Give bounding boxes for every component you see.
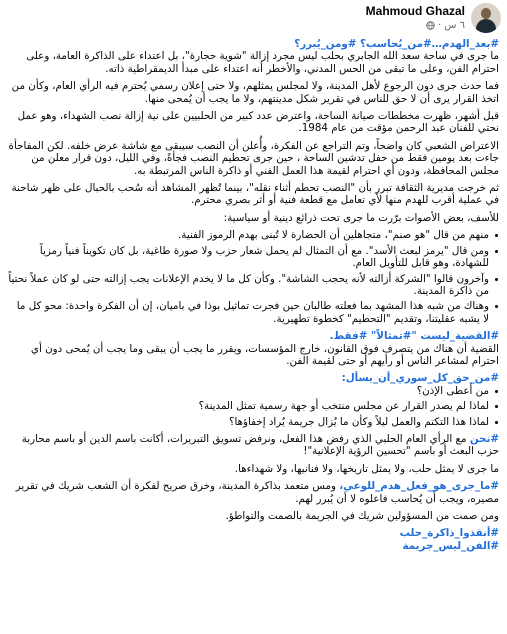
awareness-text: ومس متعمد بذاكرة المدينة، وخرق صريح لفكرة أن الشعب شريك في تقرير مصيره، ويجب أن يُحاسب فاعلوه لا أن يُبرر لهم.	[15, 480, 499, 505]
post-meta	[426, 20, 465, 31]
questions-list	[8, 385, 499, 428]
list-item: وآخرون قالوا "الشركة أزالته لأنه يحجب الشاشة". وكأن كل ما لا يخدم الإعلانات يجب إزالته حتى لو كان عملاً نحتياً من ذاكرة المدينة.	[8, 273, 499, 298]
paragraph: ما جرى لا يمثل حلب، ولا يمثل تاريخها، ولا فنانيها، ولا شهداءها.	[234, 462, 499, 475]
paragraph: ومن صمت من المسؤولين شريك في الجريمة بالصمت والتواطؤ.	[225, 510, 499, 522]
list-item: من أعطى الإذن؟	[8, 385, 499, 397]
hashtag-not-crime[interactable]: #الفن_ليس_جريمة	[402, 539, 499, 552]
post-body	[0, 36, 507, 552]
paragraph	[8, 433, 499, 458]
paragraph: الاعتراض الشعبي كان واضحاً، وتم التراجع عن الفكرة، وأُعلن أن النصب سيبقى مع شاشة عرض خلفه. لكن المفاجأة جاءت بعد يومين فقط من حفل تدشين الساحة ، حين جرى تحطيم النصب فجأةً، وفي الليل، دون قرار معلن من مجلس المحافظة، ودون أي احترام لقيمة هذا العمل الفني أو ذاكرة الناس المرتبطة به.	[8, 139, 499, 177]
avatar-body	[476, 19, 496, 33]
post-time[interactable]: ٦ س	[444, 20, 465, 31]
globe-icon	[426, 21, 435, 30]
paragraph	[8, 480, 499, 505]
list-item: ومن قال "يرمز لبعث الأسد". مع أن التمثال لم يحمل شعار حزب ولا صورة طاغية، بل كان تكويناً فنياً رمزياً للشهادة، وهو قابل للتأويل العام.	[8, 245, 499, 270]
post-header	[0, 0, 507, 36]
hashtag-issue[interactable]: #القضية_ليست "#تمثالاً" #فقط.	[329, 330, 499, 343]
justifications-list	[8, 229, 499, 325]
list-item: وهناك من شبه هذا المشهد بما فعلته طالبان حين فجرت تماثيل بوذا في باميان، إن أن الفكرة واحدة: محو كل ما لا يشبه عقليتنا، وتقديم "التحطيم" كخطوة تطهيرية.	[8, 300, 499, 325]
hashtag-right-to-ask[interactable]: #من_حق_كل_سوري_أن_يسأل:	[341, 372, 499, 385]
hashtag-awareness[interactable]: #ما_جرى_هو_فعل_هدم_للوعي،	[339, 480, 499, 493]
paragraph: للأسف، بعض الأصوات برّرت ما جرى تحت ذرائع دينية أو سياسية:	[223, 211, 499, 224]
author-name[interactable]: Mahmoud Ghazal	[365, 4, 465, 18]
hashtag-title[interactable]: #بعد_الهدم…#من_يُحاسب؟ #ومن_يُبرر؟	[294, 38, 499, 50]
list-item: لماذا لم يصدر القرار عن مجلس منتخب أو جهة رسمية تمثل المدينة؟	[8, 400, 499, 412]
we-text: مع الرأي العام الحلبي الذي رفض هذا الفعل، ونرفض تسويق التبريرات، أكانت باسم الدين أو باسم محاربة حزب البعث أو باسم "تحسين الرؤية الإعلانية"!	[21, 432, 499, 458]
paragraph: ما جرى في ساحة سعد الله الجابري بحلب ليس مجرد إزالة "شوية حجارة"، بل اعتداء على الذاكرة العامة، وعلى احترام الفن، وعلى ما تبقى من الحس المدني، والأخطر أنه اعتداء على مبدأ الديمقراطية ذاته.	[26, 50, 499, 75]
list-item: لماذا هذا التكتم والعمل ليلاً وكأن ما يُزال جريمة يُراد إخفاؤها؟	[8, 416, 499, 428]
paragraph: القضية أن هناك من يتصرف فوق القانون، خارج المؤسسات، ويقرر ما يجب أن يبقى وما يجب أن يُمحى دون أي احترام لمشاعر الناس أو رأيهم أو حتى لقيمة الفن.	[30, 342, 499, 367]
avatar-head	[481, 8, 491, 19]
paragraph: فما حدث جرى دون الرجوع لأهل المدينة، ولا لمجلس يمثلهم، ولا حتى إعلان رسمي يُحترم فيه الرأي العام، وكأن من اتخذ القرار يرى أن لا حق للناس في تقرير شكل مدينتهم، ولا ما يجب أن يُمحى منها.	[11, 80, 499, 105]
hashtag-save-memory[interactable]: #أنقذوا_ذاكرة_حلب	[399, 527, 499, 540]
paragraph: قبل أشهر، ظهرت مخططات صيانة الساحة، واعترض عدد كبير من الحلبيين على نية إزالة نصب الشهداء، وهو عمل نحتي للفنان عبد الرحمن مؤقت من عام 1984.	[17, 110, 499, 135]
paragraph: ثم خرجت مديرية الثقافة تبرر بأن "النصب تحطم أثناء نقله"، بينما تُظهر المشاهد أنه سُحب بالحبال على ظهر شاحنة في عملية أقرب للهدم منها لأي تعامل مع قطعة فنية أو أثر بصري محترم.	[11, 182, 499, 207]
list-item: منهم من قال "هو صنم"، متجاهلين أن الحضارة لا تُبنى بهدم الرموز الفنية.	[8, 229, 499, 241]
meta-separator: ·	[438, 20, 442, 31]
author-avatar[interactable]	[471, 3, 501, 33]
hashtag-we[interactable]: #نحن	[469, 432, 499, 445]
